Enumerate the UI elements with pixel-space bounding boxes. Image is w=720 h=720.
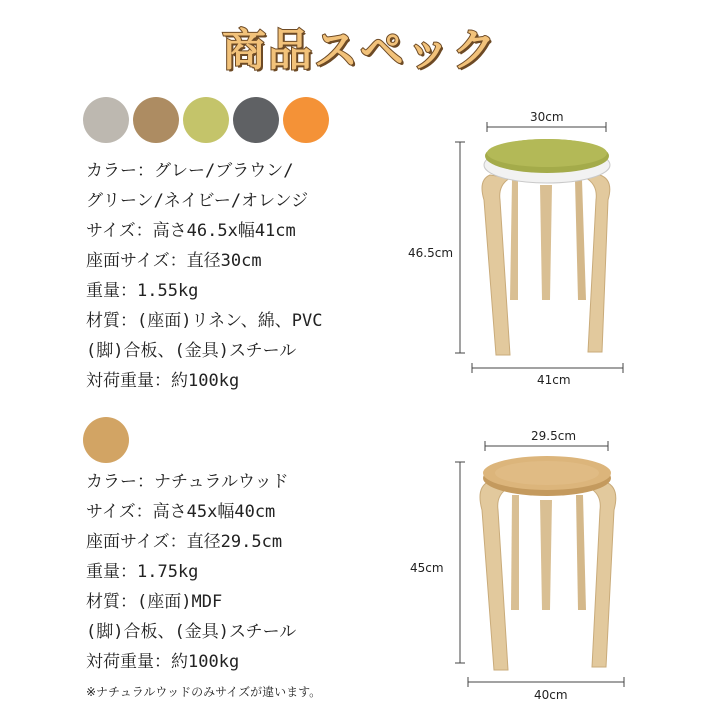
- dim-top-label: 30cm: [530, 110, 564, 124]
- color-swatch-grey: [83, 97, 129, 143]
- spec-material-cont: (脚)合板、(金具)スチール: [86, 341, 297, 361]
- spec-size: サイズ：高さ45x幅40cm: [86, 502, 276, 522]
- spec-seat-size: 座面サイズ：直径29.5cm: [86, 532, 283, 552]
- color-swatch-green: [183, 97, 229, 143]
- footnote: ※ナチュラルウッドのみサイズが違います。: [86, 685, 322, 699]
- spec-material-cont: (脚)合板、(金具)スチール: [86, 622, 297, 642]
- page-title: 商品スペック: [222, 25, 498, 76]
- dim-bottom-label: 41cm: [537, 373, 571, 387]
- dim-height-label: 46.5cm: [408, 246, 454, 260]
- spec-material: 材質：(座面)MDF: [86, 592, 223, 612]
- spec-load: 対荷重量：約100kg: [86, 371, 240, 391]
- spec-color: カラー：ナチュラルウッド: [86, 472, 289, 492]
- color-swatch-orange: [283, 97, 329, 143]
- dim-top-label: 29.5cm: [531, 429, 577, 443]
- dim-height-label: 45cm: [410, 561, 444, 575]
- dim-bottom-label: 40cm: [534, 688, 568, 702]
- color-swatch-brown: [133, 97, 179, 143]
- spec-seat-size: 座面サイズ：直径30cm: [86, 251, 262, 271]
- spec-size: サイズ：高さ46.5x幅41cm: [86, 221, 296, 241]
- product1-spec-list: [86, 156, 322, 396]
- spec-load: 対荷重量：約100kg: [86, 652, 240, 672]
- color-swatch-navy: [233, 97, 279, 143]
- color-swatch-natural: [83, 417, 129, 463]
- spec-weight: 重量：1.75kg: [86, 562, 199, 582]
- spec-color: カラー：グレー/ブラウン/: [86, 161, 294, 181]
- spec-color-cont: グリーン/ネイビー/オレンジ: [86, 191, 309, 211]
- spec-weight: 重量：1.55kg: [86, 281, 199, 301]
- spec-material: 材質：(座面)リネン、綿、PVC: [86, 311, 323, 331]
- product2-spec-list: [86, 467, 296, 677]
